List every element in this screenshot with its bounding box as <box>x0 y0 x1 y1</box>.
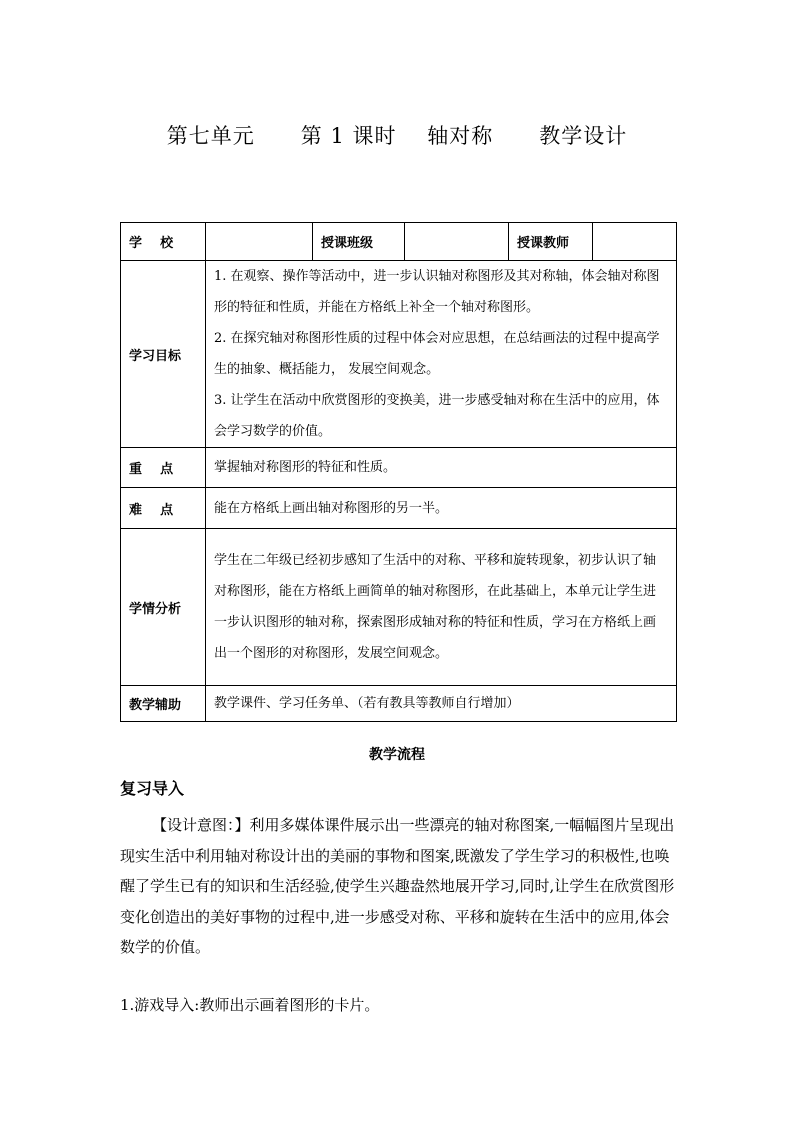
table-row <box>121 529 677 686</box>
aids-value: 教学课件、学习任务单、（若有教具等教师自行增加） <box>206 686 677 722</box>
school-value <box>206 223 313 261</box>
goal-item: 3. 让学生在活动中欣赏图形的变换美，进一步感受轴对称在生活中的应用，体会学习数学的价值。 <box>214 393 660 439</box>
goals-label: 学习目标 <box>121 261 206 448</box>
design-intent-paragraph: 【设计意图：】利用多媒体课件展示出一些漂亮的轴对称图案,一幅幅图片呈现出现实生活中利用轴对称设计出的美丽的事物和图案,既激发了学生学习的积极性,也唤醒了学生已有的知识和生活经验,使学生兴趣盎然地展开学习,同时,让学生在欣赏图形变化创造出的美好事物的过程中,进一步感受对称、平移和旋转在生活中的应用,体会数学的价值。 <box>120 816 675 956</box>
process-title: 教学流程 <box>369 747 425 763</box>
goal-item: 2. 在探究轴对称图形性质的过程中体会对应思想，在总结画法的过程中提高学生的抽象、概括能力， 发展空间观念。 <box>214 331 660 377</box>
table-row <box>121 223 677 261</box>
goals-cell <box>206 261 677 448</box>
table-row <box>121 448 677 488</box>
class-label: 授课班级 <box>313 223 405 261</box>
table-row <box>121 686 677 722</box>
teacher-label: 授课教师 <box>509 223 593 261</box>
table-row <box>121 261 677 448</box>
teacher-value <box>593 223 677 261</box>
analysis-label: 学情分析 <box>121 529 206 686</box>
page-title: 第七单元 第 1 课时 轴对称 教学设计 <box>166 124 628 148</box>
key-point-value: 掌握轴对称图形的特征和性质。 <box>206 448 677 488</box>
list-item: 1.游戏导入:教师出示画着图形的卡片。 <box>120 996 380 1014</box>
difficulty-value: 能在方格纸上画出轴对称图形的另一半。 <box>206 488 677 529</box>
goal-item: 1. 在观察、操作等活动中，进一步认识轴对称图形及其对称轴，体会轴对称图形的特征和性质，并能在方格纸上补全一个轴对称图形。 <box>214 269 660 315</box>
key-point-label: 重 点 <box>121 448 206 488</box>
analysis-value: 学生在二年级已经初步感知了生活中的对称、平移和旋转现象，初步认识了轴对称图形，能在方格纸上画简单的轴对称图形，在此基础上，本单元让学生进一步认识图形的轴对称，探索图形成轴对称的特征和性质，学习在方格纸上画出一个图形的对称图形，发展空间观念。 <box>206 529 677 686</box>
class-value <box>405 223 509 261</box>
table-row <box>121 488 677 529</box>
lesson-info-table <box>120 222 677 722</box>
section-heading: 复习导入 <box>120 779 185 798</box>
school-label: 学 校 <box>121 223 206 261</box>
aids-label: 教学辅助 <box>121 686 206 722</box>
difficulty-label: 难 点 <box>121 488 206 529</box>
